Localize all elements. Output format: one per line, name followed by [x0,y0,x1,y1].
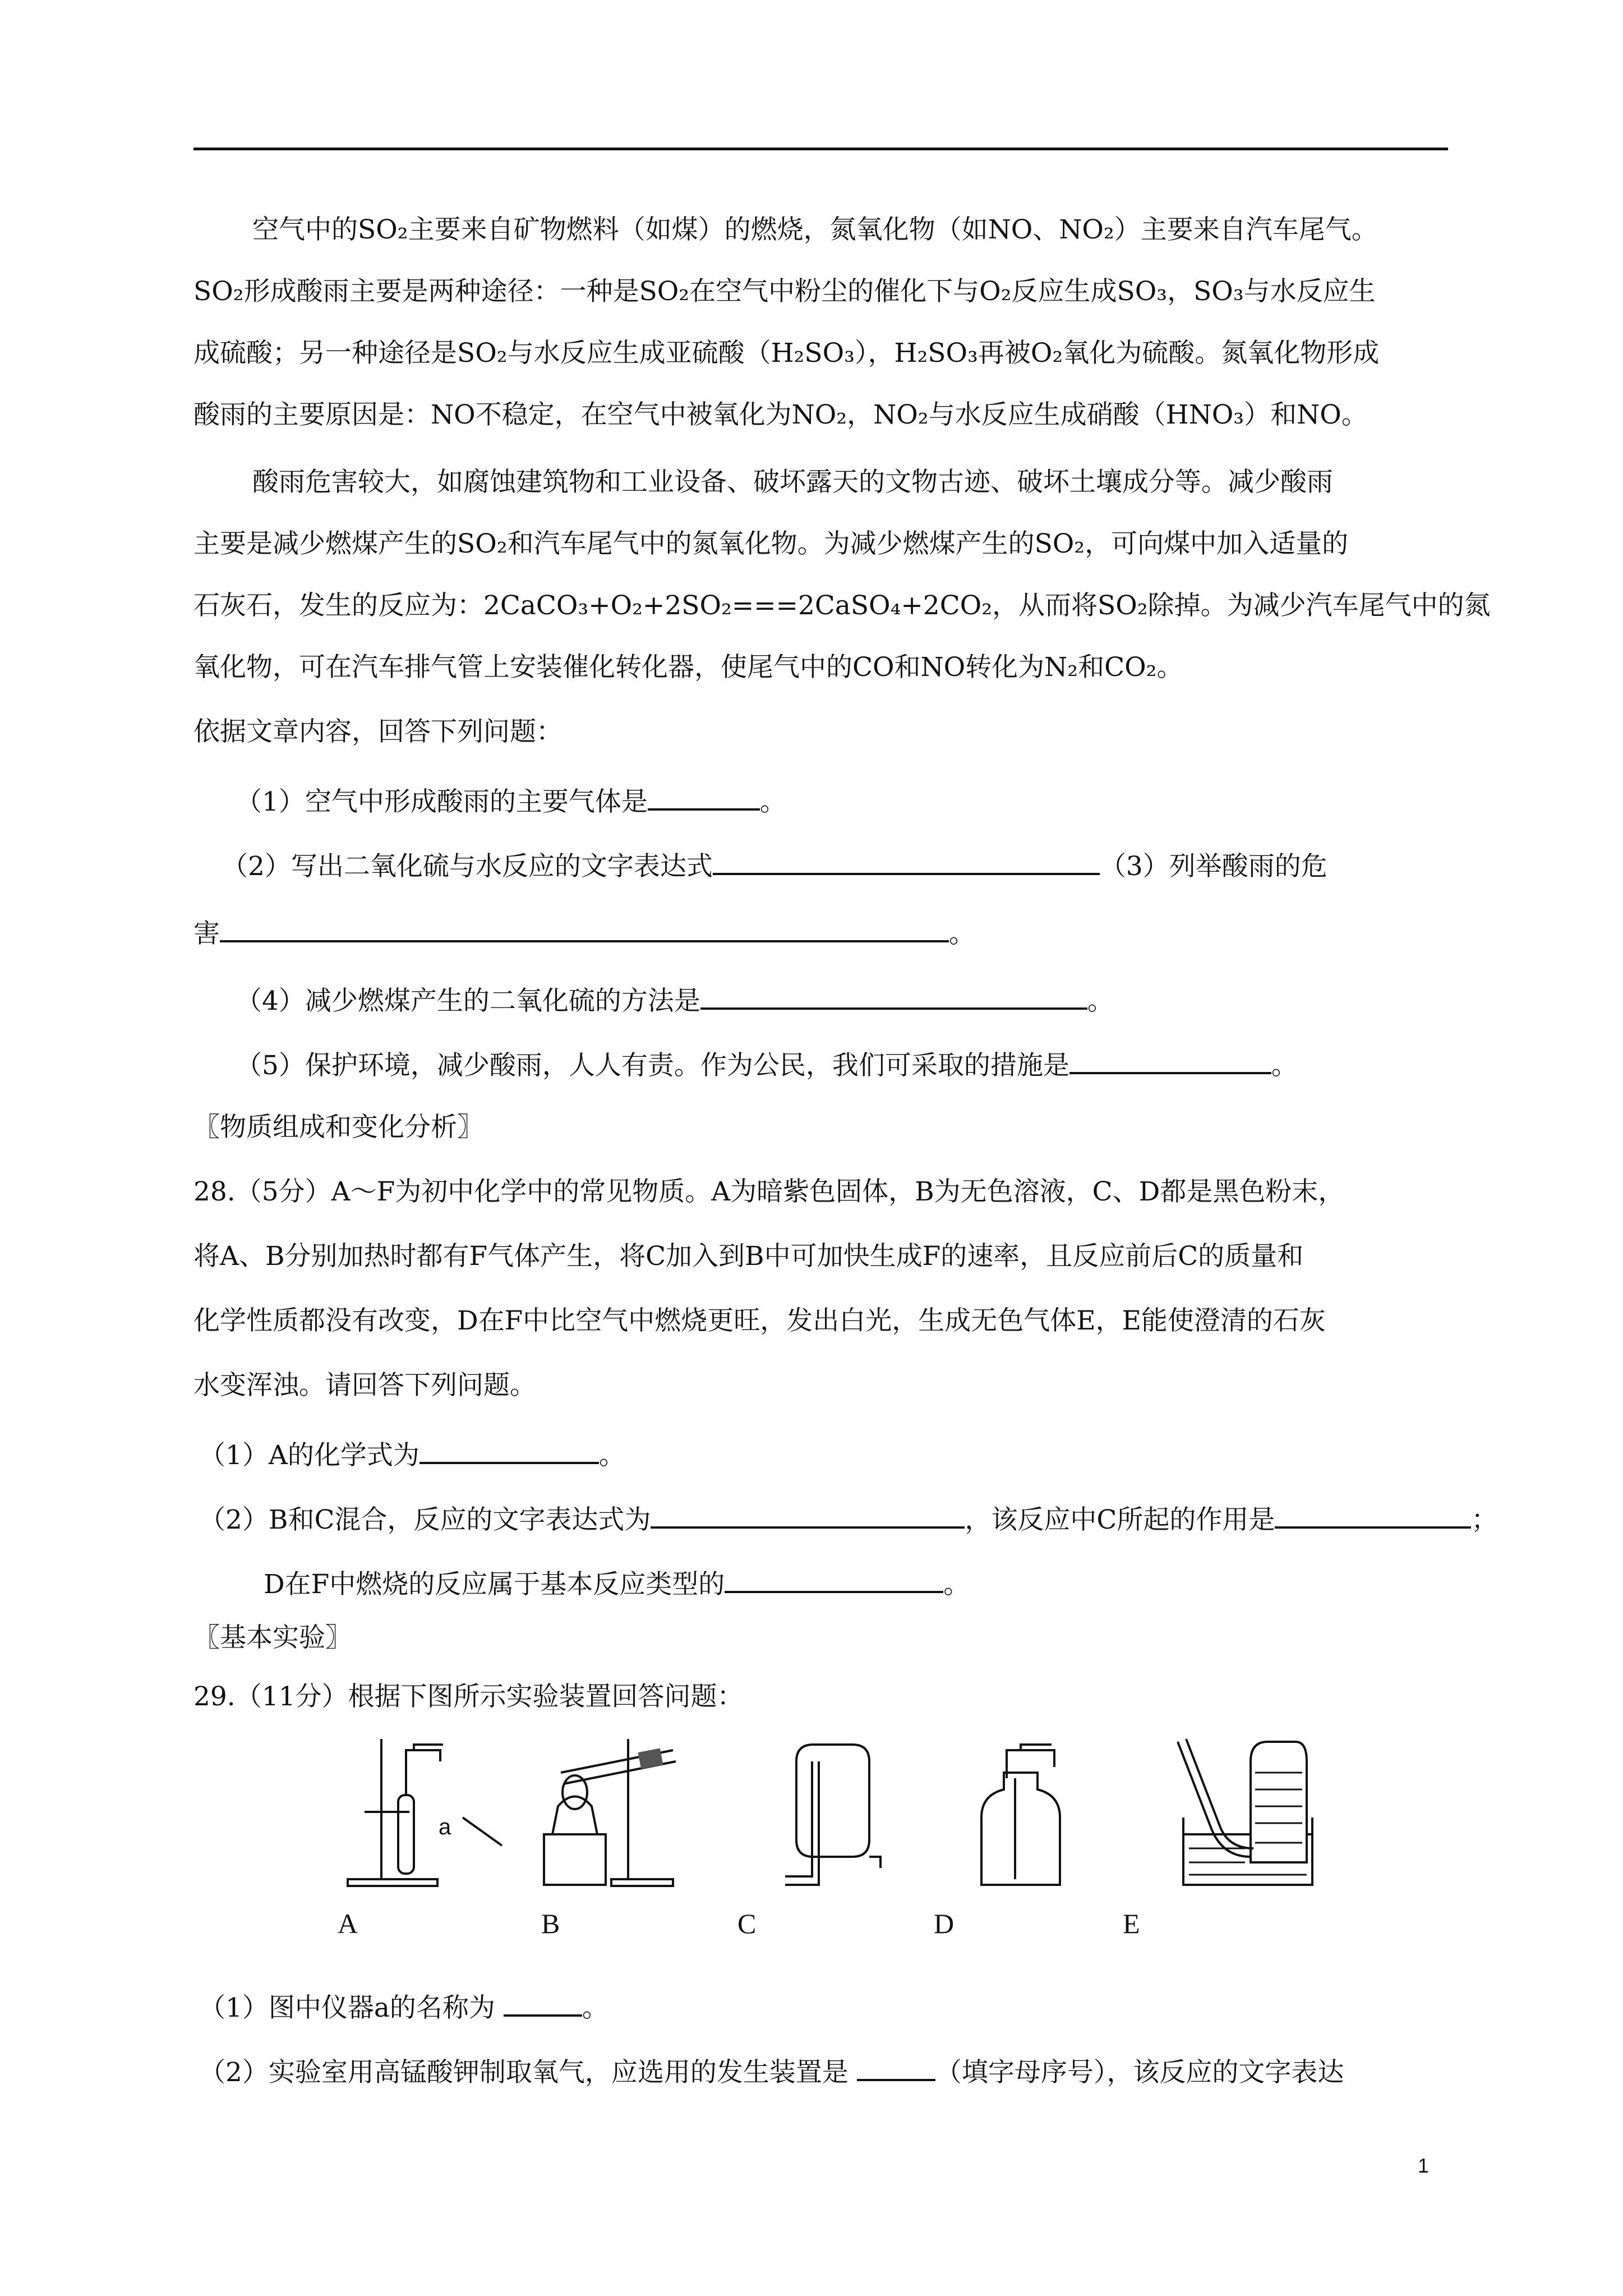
pointer-label: a [439,1815,451,1839]
q27-1 [236,783,786,819]
q27-5-text: （5）保护环境，减少酸雨，人人有责。作为公民，我们可采取的措施是 [236,1050,1069,1081]
instruction-text: 依据文章内容，回答下列问题： [193,716,562,747]
apparatus-c [785,1745,880,1885]
passage-line: 石灰石，发生的反应为：2CaCO₃+O₂+2SO₂===2CaSO₄+2CO₂，从而将SO₂除掉。为减少汽车尾气中的氮 [193,590,1491,621]
q28-2 [199,1501,1497,1537]
q27-4-end: 。 [1087,986,1114,1016]
passage-line: 氧化物，可在汽车排气管上安装催化转化器，使尾气中的CO和NO转化为N₂和CO₂。 [193,652,1183,683]
q28-line: 将A、B分别加热时都有F气体产生，将C加入到B中可加快生成F的速率，且反应前后C的质量和 [193,1241,1304,1272]
q28-line: 化学性质都没有改变，D在F中比空气中燃烧更旺，发出白光，生成无色气体E，E能使澄清的石灰 [193,1305,1326,1336]
apparatus-d [981,1745,1060,1885]
apparatus-b [544,1739,676,1886]
q27-1-text: （1）空气中形成酸雨的主要气体是 [236,786,648,817]
passage-line: SO₂形成酸雨主要是两种途径：一种是SO₂在空气中粉尘的催化下与O₂反应生成SO₃，SO₃与水反应生 [193,276,1376,307]
q27-5-end: 。 [1271,1050,1298,1081]
answer-blank[interactable] [651,1501,965,1529]
q29-2-text: （2）实验室用高锰酸钾制取氧气，应选用的发生装置是 [199,2057,857,2088]
q29-intro: 29.（11分）根据下图所示实验装置回答问题： [193,1681,744,1712]
answer-blank[interactable] [857,2053,935,2081]
answer-blank[interactable] [220,914,949,942]
passage-line: 空气中的SO₂主要来自矿物燃料（如煤）的燃烧，氮氧化物（如NO、NO₂）主要来自汽车尾气。 [252,214,1378,245]
apparatus-e [1178,1739,1312,1885]
q28-3 [264,1565,970,1602]
q28-1 [199,1436,625,1473]
q28-1-end: 。 [598,1440,625,1471]
q27-2 [222,847,1327,884]
answer-blank[interactable] [504,1989,582,2017]
figure-label-b: B [541,1908,560,1939]
answer-blank[interactable] [700,982,1087,1010]
q28-3-text: D在F中燃烧的反应属于基本反应类型的 [264,1569,725,1600]
q28-2-end: ； [1471,1504,1498,1535]
answer-blank[interactable] [1275,1501,1471,1529]
passage-line: 主要是减少燃煤产生的SO₂和汽车尾气中的氮氧化物。为减少燃煤产生的SO₂，可向煤中加入适量的 [193,528,1349,559]
q28-3-end: 。 [943,1569,970,1600]
section-heading: 〖物质组成和变化分析〗 [193,1112,483,1143]
q28-2-text: （2）B和C混合，反应的文字表达式为 [199,1504,651,1535]
figure-label-c: C [737,1908,757,1939]
passage-line: 成硫酸；另一种途径是SO₂与水反应生成亚硫酸（H₂SO₃），H₂SO₃再被O₂氧化为硫酸。氮氧化物形成 [193,338,1380,369]
q27-5 [236,1046,1298,1083]
q27-4-text: （4）减少燃煤产生的二氧化硫的方法是 [236,986,700,1016]
q28-line: 28.（5分）A～F为初中化学中的常见物质。A为暗紫色固体，B为无色溶液，C、D都是黑色粉末， [193,1176,1345,1207]
page-number: 1 [1418,2154,1430,2177]
q28-line: 水变浑浊。请回答下列问题。 [193,1370,536,1401]
answer-blank[interactable] [713,847,1100,875]
figure-label-e: E [1123,1908,1140,1939]
apparatus-drawing [314,1728,1380,1896]
section-heading: 〖基本实验〗 [193,1622,352,1653]
figure-label-a: A [338,1908,358,1939]
q29-1 [199,1989,608,2025]
q29-2-end: （填字母序号），该反应的文字表达 [935,2057,1344,2088]
header-rule [193,148,1448,150]
answer-blank[interactable] [1069,1046,1271,1074]
answer-blank[interactable] [725,1565,943,1593]
pointer-a [439,1815,502,1846]
figure-label-d: D [934,1908,955,1939]
q27-4 [236,982,1114,1018]
apparatus-a [348,1739,443,1886]
q27-3-cont: 害 [193,918,220,949]
q29-1-end: 。 [582,1993,608,2023]
q29-1-text: （1）图中仪器a的名称为 [199,1993,504,2023]
answer-blank[interactable] [648,783,760,811]
q27-3 [193,914,975,951]
q27-3-text: （3）列举酸雨的危 [1099,851,1327,882]
answer-blank[interactable] [419,1436,599,1464]
q28-1-text: （1）A的化学式为 [199,1440,419,1471]
apparatus-figure [314,1728,1380,1958]
q27-3-end: 。 [949,918,975,949]
q28-2-mid: ，该反应中C所起的作用是 [965,1504,1275,1535]
q27-2-text: （2）写出二氧化硫与水反应的文字表达式 [222,851,713,882]
q29-2 [199,2053,1344,2090]
passage-line: 酸雨危害较大，如腐蚀建筑物和工业设备、破坏露天的文物古迹、破坏土壤成分等。减少酸雨 [252,467,1333,498]
q27-1-end: 。 [759,786,786,817]
passage-line: 酸雨的主要原因是：NO不稳定，在空气中被氧化为NO₂，NO₂与水反应生成硝酸（HNO₃）和NO。 [193,399,1368,430]
